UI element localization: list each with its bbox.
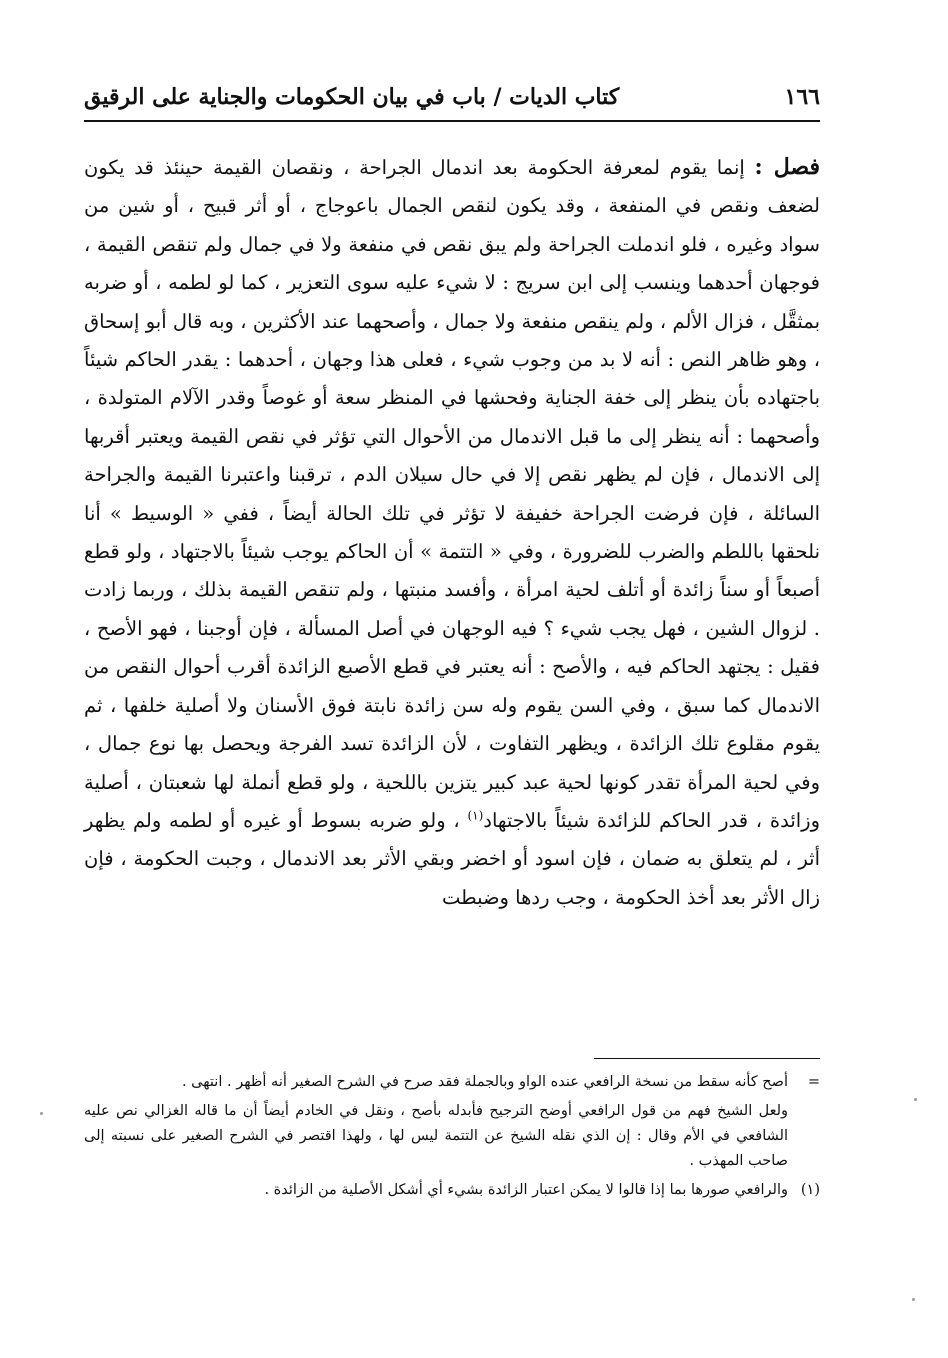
scan-speck <box>914 1098 917 1101</box>
book-page <box>84 70 820 1290</box>
paragraph-text: إنما يقوم لمعرفة الحكومة بعد اندمال الجراحة ، ونقصان القيمة حينئذ قد يكون لضعف ونقص في المنفعة ، وقد يكون لنقص الجمال باعوجاج ، أو أثر قبيح ، أو شين من سواد وغيره ، فلو اندملت الجراحة ولم يبق نقص في منفعة ولا في جمال ولم تنقص القيمة ، فوجهان أحدهما وينسب إلى ابن سريج : لا شيء عليه سوى التعزير ، كما لو لطمه ، أو ضربه بمثقَّل ، فزال الألم ، ولم ينقص منفعة ولا جمال ، وأصحهما عند الأكثرين ، وبه قال أبو إسحاق ، وهو ظاهر النص : أنه لا بد من وجوب شيء ، فعلى هذا وجهان ، أحدهما : يقدر الحاكم شيئاً باجتهاده بأن ينظر إلى خفة الجناية وفحشها في المنظر سعة أو غوصاً وقدر الآلام المتولدة ، وأصحهما : أنه ينظر إلى ما قبل الاندمال من الأحوال التي تؤثر في نقص القيمة ويعتبر أقربها إلى الاندمال ، فإن لم يظهر نقص إلا في حال سيلان الدم ، ترقبنا واعتبرنا القيمة والجراحة السائلة ، فإن فرضت الجراحة خفيفة لا تؤثر في تلك الحالة أيضاً ، ففي « الوسيط » أنا نلحقها باللطم والضرب للضرورة ، وفي « التتمة » أن الحاكم يوجب شيئاً بالاجتهاد ، ولو قطع أصبعاً أو سناً زائدة أو أتلف لحية امرأة ، وأفسد منبتها ، ولم تنقص القيمة بذلك ، وربما زادت . لزوال الشين ، فهل يجب شيء ؟ فيه الوجهان في أصل المسألة ، فإن أوجبنا ، فهو الأصح ، فقيل : يجتهد الحاكم فيه ، والأصح : أنه يعتبر في قطع الأصبع الزائدة أقرب أحوال النقص من الاندمال كما سبق ، وفي السن يقوم وله سن زائدة نابتة فوق الأسنان ولا أصلية خلفها ، ثم يقوم مقلوع تلك الزائدة ، ويظهر التفاوت ، لأن الزائدة تسد الفرجة ويحصل بها نوع جمال ، وفي لحية المرأة تقدر كونها لحية عبد كبير يتزين باللحية ، ولو قطع أنملة لها شعبتان ، أصلية وزائدة ، قدر الحاكم للزائدة شيئاً بالاجتهاد <box>84 156 821 832</box>
footnote-separator <box>594 1058 820 1059</box>
section-lead-word: فصل : <box>754 154 820 180</box>
footnote-text: والرافعي صورها بما إذا قالوا لا يمكن اعتبار الزائدة بشيء أي أشكل الأصلية من الزائدة . <box>264 1182 788 1198</box>
footnote-carry-mark: = <box>807 1074 820 1090</box>
running-header <box>84 80 820 114</box>
page-number: ١٦٦ <box>784 84 820 110</box>
footnote-1 <box>84 1178 820 1203</box>
main-text <box>84 148 820 917</box>
scan-speck <box>40 1112 43 1115</box>
footnote-number: (١) <box>800 1182 820 1198</box>
footnotes <box>84 1070 820 1203</box>
paragraph-text-continued: ، ولو ضربه بسوط أو غيره أو لطمه ولم يظهر أثر ، لم يتعلق به ضمان ، فإن اسود أو اخضر وبقي الأثر بعد الاندمال ، وجبت الحكومة ، فإن زال الأثر بعد أخذ الحكومة ، وجب ردها وضبطت <box>84 808 820 909</box>
footnote-text: أصح كأنه سقط من نسخة الرافعي عنده الواو وبالجملة فقد صرح في الشرح الصغير أنه أظهر . انتهى . <box>181 1074 788 1090</box>
running-title: كتاب الديات / باب في بيان الحكومات والجناية على الرقيق <box>84 84 620 110</box>
footnote-reference[interactable]: (١) <box>467 808 484 823</box>
footnote-text: ولعل الشيخ فهم من قول الرافعي أوضح الترجيح فأبدله بأصح ، ونقل في الخادم أيضاً أن ما قاله الغزالي نص عليه الشافعي في الأم وقال : إن الذي نقله الشيخ عن التتمة ليس لها ، ولهذا اقتصر في الشرح الصغير على نسبته إلى صاحب المهذب . <box>84 1103 788 1169</box>
header-rule <box>84 120 820 122</box>
footnote-continued <box>84 1070 820 1174</box>
scan-speck <box>912 1298 915 1301</box>
